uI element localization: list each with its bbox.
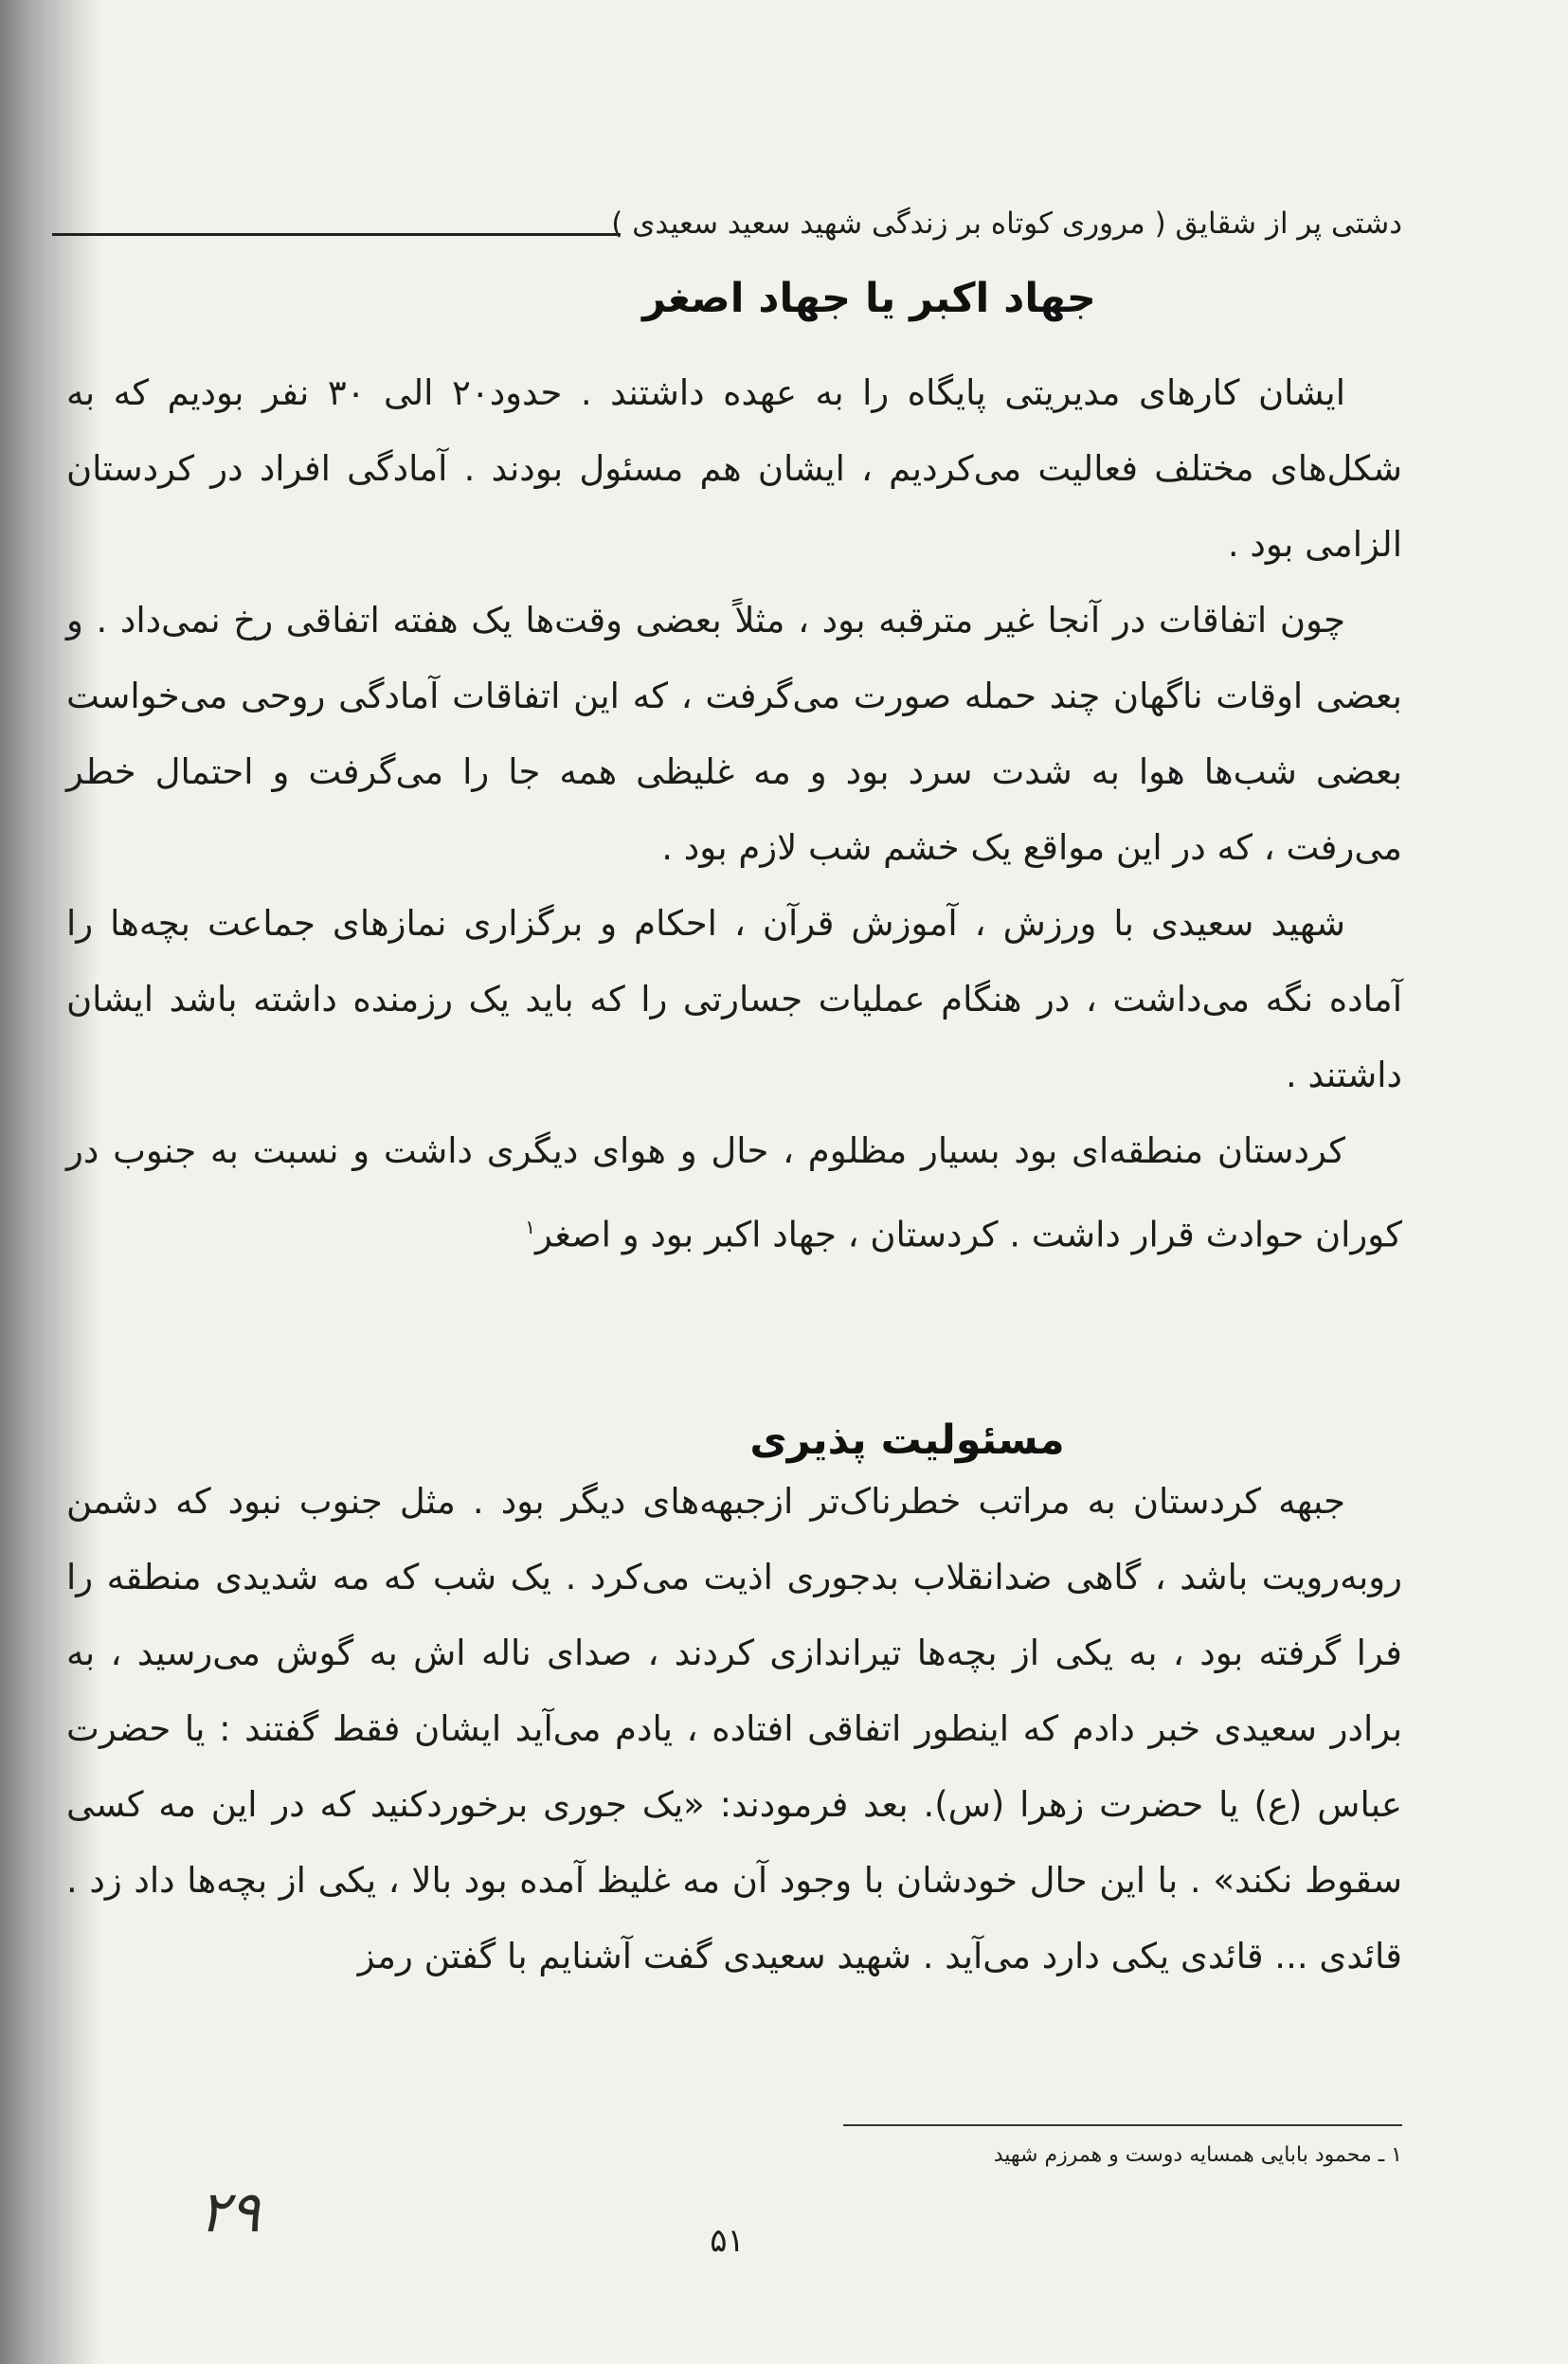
footnote-rule <box>843 2124 1402 2126</box>
paragraph: شهید سعیدی با ورزش ، آموزش قرآن ، احکام و برگزاری نمازهای جماعت بچه‌ها را آماده نگه می‌داشت ، در هنگام عملیات جسارتی را که باید یک رزمنده داشته باشد ایشان داشتند . <box>66 903 1402 1095</box>
section-body-responsibility <box>66 1464 1402 1994</box>
section-body-jihad <box>66 355 1402 1272</box>
footnote-marker: ۱ <box>525 1216 535 1238</box>
header-rule <box>52 233 621 236</box>
paragraph: جبهه کردستان به مراتب خطرناک‌تر ازجبهه‌های دیگر بود . مثل جنوب نبود که دشمن روبه‌رویت باشد ، گاهی ضدانقلاب بدجوری اذیت می‌کرد . یک شب که مه شدیدی منطقه را فرا گرفته بود ، به یکی از بچه‌ها تیراندازی کردند ، صدای ناله اش به گوش می‌رسید ، به برادر سعیدی خبر دادم که اینطور اتفاقی افتاده ، یادم می‌آید ایشان فقط گفتند : یا حضرت عباس (ع) یا حضرت زهرا (س). بعد فرمودند: «یک جوری برخوردکنید که در این مه کسی سقوط نکند» . با این حال خودشان با وجود آن مه غلیظ آمده بود بالا ، یکی از بچه‌ها داد زد . قائدی ... قائدی یکی دارد می‌آید . شهید سعیدی گفت آشنایم با گفتن رمز <box>66 1481 1402 1976</box>
paragraph-text: کردستان منطقه‌ای بود بسیار مظلوم ، حال و هوای دیگری داشت و نسبت به جنوب در کوران حوادث قرار داشت . کردستان ، جهاد اکبر بود و اصغر <box>66 1130 1402 1255</box>
footnote: ۱ ـ محمود بابایی همسایه دوست و همرزم شهید <box>993 2143 1402 2167</box>
paragraph: ایشان کارهای مدیریتی پایگاه را به عهده داشتند . حدود۲۰ الی ۳۰ نفر بودیم که به شکل‌های مختلف فعالیت می‌کردیم ، ایشان هم مسئول بودند . آمادگی افراد در کردستان الزامی بود . <box>66 372 1402 565</box>
handwritten-page-number: ۲۹ <box>199 2179 261 2246</box>
page-number: ۵۱ <box>710 2222 745 2260</box>
section-title-jihad: جهاد اکبر یا جهاد اصغر <box>642 275 1096 322</box>
running-head: دشتی پر از شقایق ( مروری کوتاه بر زندگی شهید سعید سعیدی ) <box>611 207 1402 241</box>
paragraph: چون اتفاقات در آنجا غیر مترقبه بود ، مثلاً بعضی وقت‌ها یک هفته اتفاقی رخ نمی‌داد . و بعضی اوقات ناگهان چند حمله صورت می‌گرفت ، که این اتفاقات آمادگی روحی می‌خواست بعضی شب‌ها هوا به شدت سرد بود و مه غلیظی همه جا را می‌گرفت و احتمال خطر می‌رفت ، که در این مواقع یک خشم شب لازم بود . <box>66 600 1402 868</box>
section-title-responsibility: مسئولیت پذیری <box>749 1417 1065 1464</box>
paragraph <box>66 1113 1402 1272</box>
